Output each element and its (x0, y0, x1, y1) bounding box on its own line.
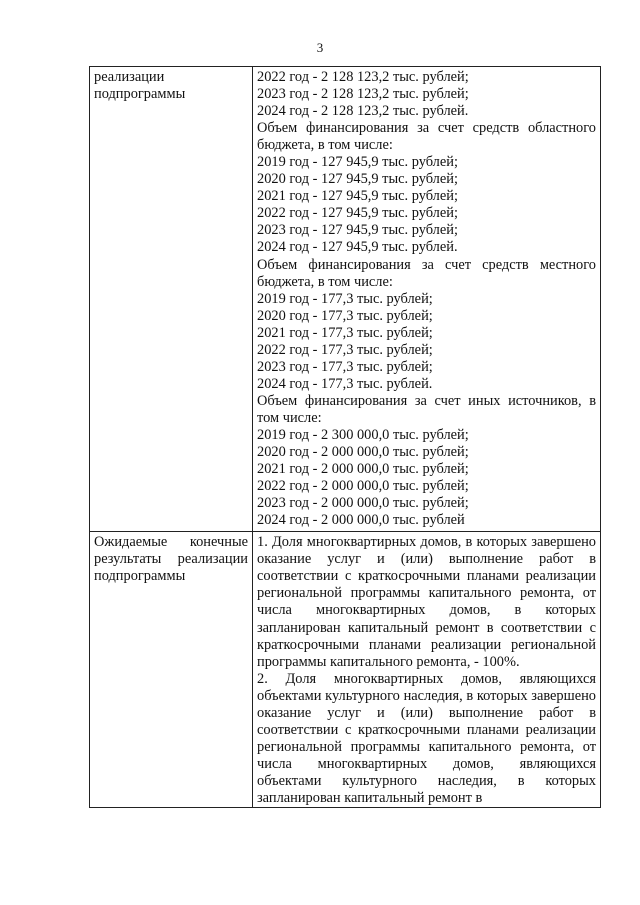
passport-table (89, 66, 601, 808)
text-line: 2023 год - 2 128 123,2 тыс. рублей; (257, 86, 469, 103)
text-paragraph: 2. Доля многоквартирных домов, являющихся объектами культурного наследия, в которых завершено оказание услуг и (или) выполнение работ в соответствии с краткосрочными планами реализации региональной программы капитального ремонта, от числа многоквартирных домов, являющихся объектами культурного наследия, в которых запланирован капитальный ремонт в (257, 670, 596, 806)
text-line: 2020 год - 127 945,9 тыс. рублей; (257, 171, 458, 188)
text-line: 2020 год - 2 000 000,0 тыс. рублей; (257, 444, 469, 461)
text-line: 2019 год - 177,3 тыс. рублей; (257, 290, 433, 307)
table-row (90, 532, 601, 808)
text-line: 2024 год - 127 945,9 тыс. рублей. (257, 239, 458, 256)
row-label: Ожидаемые конечные результаты реализации подпрограммы (90, 532, 253, 808)
text-paragraph: Объем финансирования за счет средств областного бюджета, в том числе: (257, 120, 596, 154)
text-line: 2023 год - 177,3 тыс. рублей; (257, 358, 433, 375)
text-line: 2022 год - 2 000 000,0 тыс. рублей; (257, 478, 469, 495)
text-line: 2021 год - 177,3 тыс. рублей; (257, 324, 433, 341)
text-line: 2024 год - 2 128 123,2 тыс. рублей. (257, 103, 469, 120)
text-line: 2022 год - 177,3 тыс. рублей; (257, 341, 433, 358)
text-line: 2023 год - 127 945,9 тыс. рублей; (257, 222, 458, 239)
text-line: 2022 год - 2 128 123,2 тыс. рублей; (257, 69, 469, 85)
text-paragraph: 1. Доля многоквартирных домов, в которых завершено оказание услуг и (или) выполнение работ в соответствии с краткосрочными планами реализации региональной программы капитального ремонта, от числа многоквартирных домов, в которых запланирован капитальный ремонт в соответствии с краткосрочными планами реализации региональной программы капитального ремонта, - 100%. (257, 534, 596, 670)
text-line: 2021 год - 127 945,9 тыс. рублей; (257, 188, 458, 205)
text-paragraph: Объем финансирования за счет средств местного бюджета, в том числе: (257, 256, 596, 290)
text-paragraph: Объем финансирования за счет иных источников, в том числе: (257, 392, 596, 426)
text-line: 2024 год - 177,3 тыс. рублей. (257, 375, 433, 392)
text-line: 2024 год - 2 000 000,0 тыс. рублей (257, 512, 465, 529)
text-line: 2021 год - 2 000 000,0 тыс. рублей; (257, 461, 469, 478)
page-number: 3 (316, 40, 324, 55)
text-line: 2019 год - 2 300 000,0 тыс. рублей; (257, 426, 469, 443)
row-content (253, 67, 601, 532)
text-line: 2019 год - 127 945,9 тыс. рублей; (257, 154, 458, 171)
row-label: реализации подпрограммы (90, 67, 253, 532)
text-line: 2022 год - 127 945,9 тыс. рублей; (257, 205, 458, 222)
text-line: 2023 год - 2 000 000,0 тыс. рублей; (257, 495, 469, 512)
table-row (90, 67, 601, 532)
text-line: 2020 год - 177,3 тыс. рублей; (257, 307, 433, 324)
row-content (253, 532, 601, 808)
